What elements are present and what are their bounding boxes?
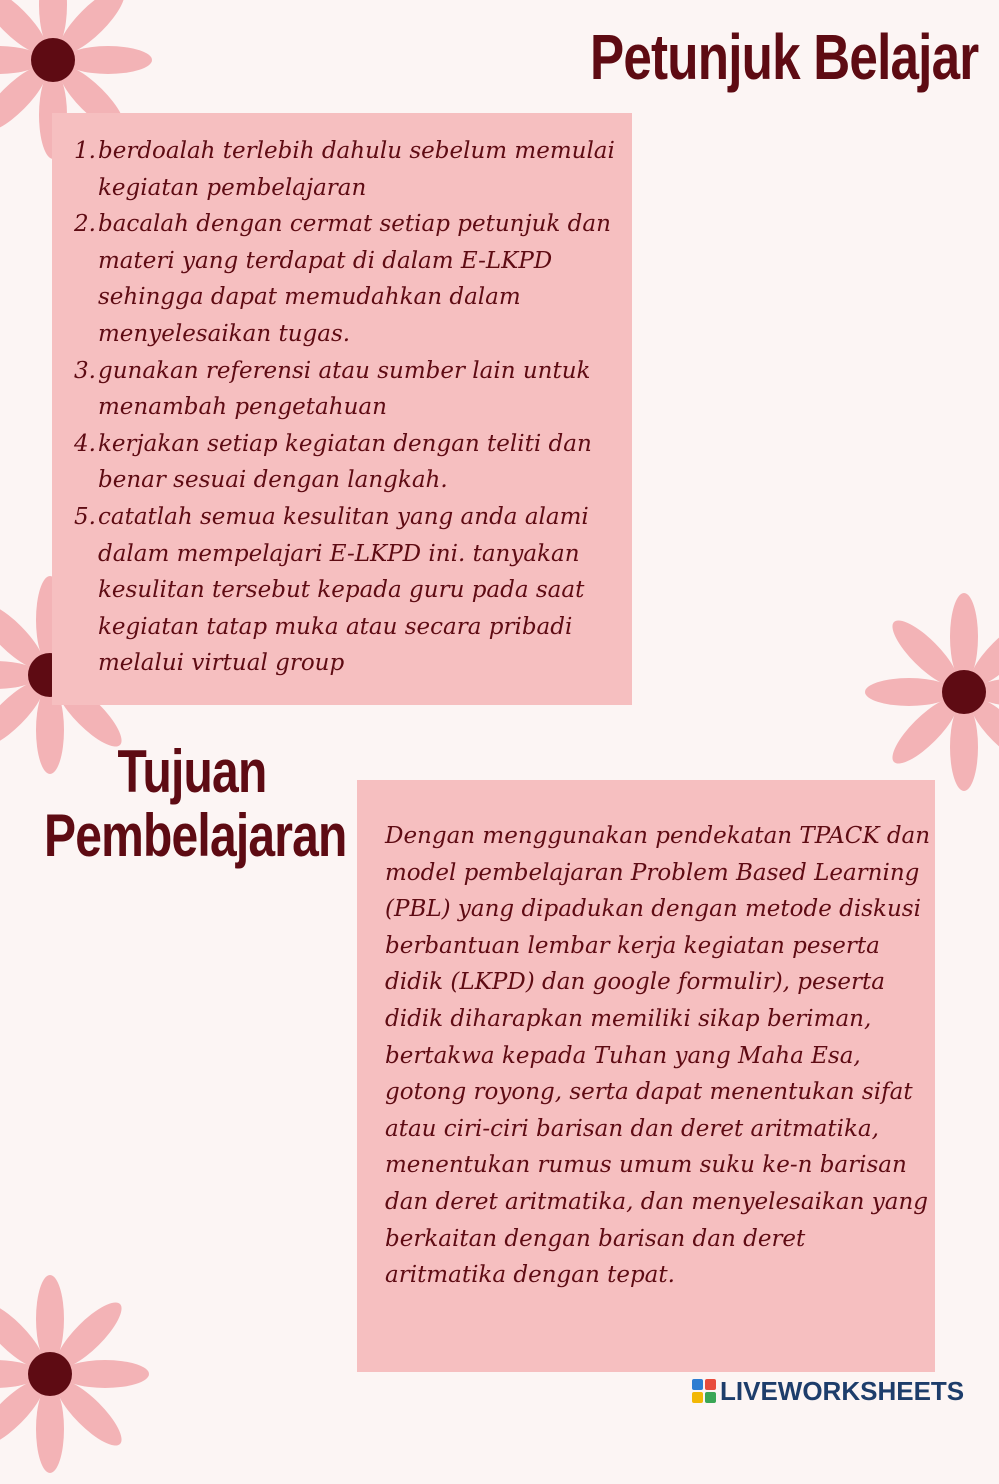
list-item-number: 3. [74, 357, 96, 384]
list-item-text: kerjakan setiap kegiatan dengan teliti dan benar sesuai dengan langkah. [98, 430, 592, 494]
liveworksheets-logo-icon [692, 1379, 716, 1403]
section-title-tujuan-pembelajaran: Tujuan Pembelajaran [44, 738, 347, 869]
liveworksheets-brand[interactable] [692, 1374, 964, 1408]
list-item-text: gunakan referensi atau sumber lain untuk menambah pengetahuan [98, 357, 591, 421]
list-item [74, 353, 632, 426]
instructions-box [52, 113, 632, 705]
list-item-number: 1. [74, 138, 96, 164]
list-item-text: berdoalah terlebih dahulu sebelum memulai kegiatan pembelajaran [98, 138, 615, 201]
list-item [74, 206, 632, 352]
list-item-text: bacalah dengan cermat setiap petunjuk dan materi yang terdapat di dalam E-LKPD sehingga dapat memudahkan dalam menyelesaikan tugas. [98, 211, 611, 347]
flower-bottom-left-icon [0, 1264, 160, 1484]
list-item-text: catatlah semua kesulitan yang anda alami dalam mempelajari E-LKPD ini. tanyakan kesulitan tersebut kepada guru pada saat kegiatan tatap muka atau secara pribadi melalui virtual group [98, 503, 589, 677]
list-item [74, 499, 632, 682]
brand-label: LIVEWORKSHEETS [720, 1375, 965, 1406]
list-item-number: 4. [74, 430, 96, 457]
objectives-paragraph: Dengan menggunakan pendekatan TPACK dan model pembelajaran Problem Based Learning (PBL) yang dipadukan dengan metode diskusi berbantuan lembar kerja kegiatan peserta didik (LKPD) dan google formulir), peserta didik diharapkan memiliki sikap beriman, bertakwa kepada Tuhan yang Maha Esa, gotong royong, serta dapat menentukan sifat atau ciri-ciri barisan dan deret aritmatika, menentukan rumus umum suku ke-n barisan dan deret aritmatika, dan menyelesaikan yang berkaitan dengan barisan dan deret aritmatika dengan tepat. [385, 823, 931, 1289]
section-title-petunjuk-belajar: Petunjuk Belajar [590, 21, 979, 93]
instructions-list [74, 133, 632, 682]
list-item-number: 5. [74, 503, 96, 530]
list-item [74, 426, 632, 499]
list-item-number: 2. [74, 211, 96, 238]
objectives-box [357, 780, 935, 1372]
flower-mid-right-icon [854, 582, 999, 802]
list-item [74, 133, 632, 206]
